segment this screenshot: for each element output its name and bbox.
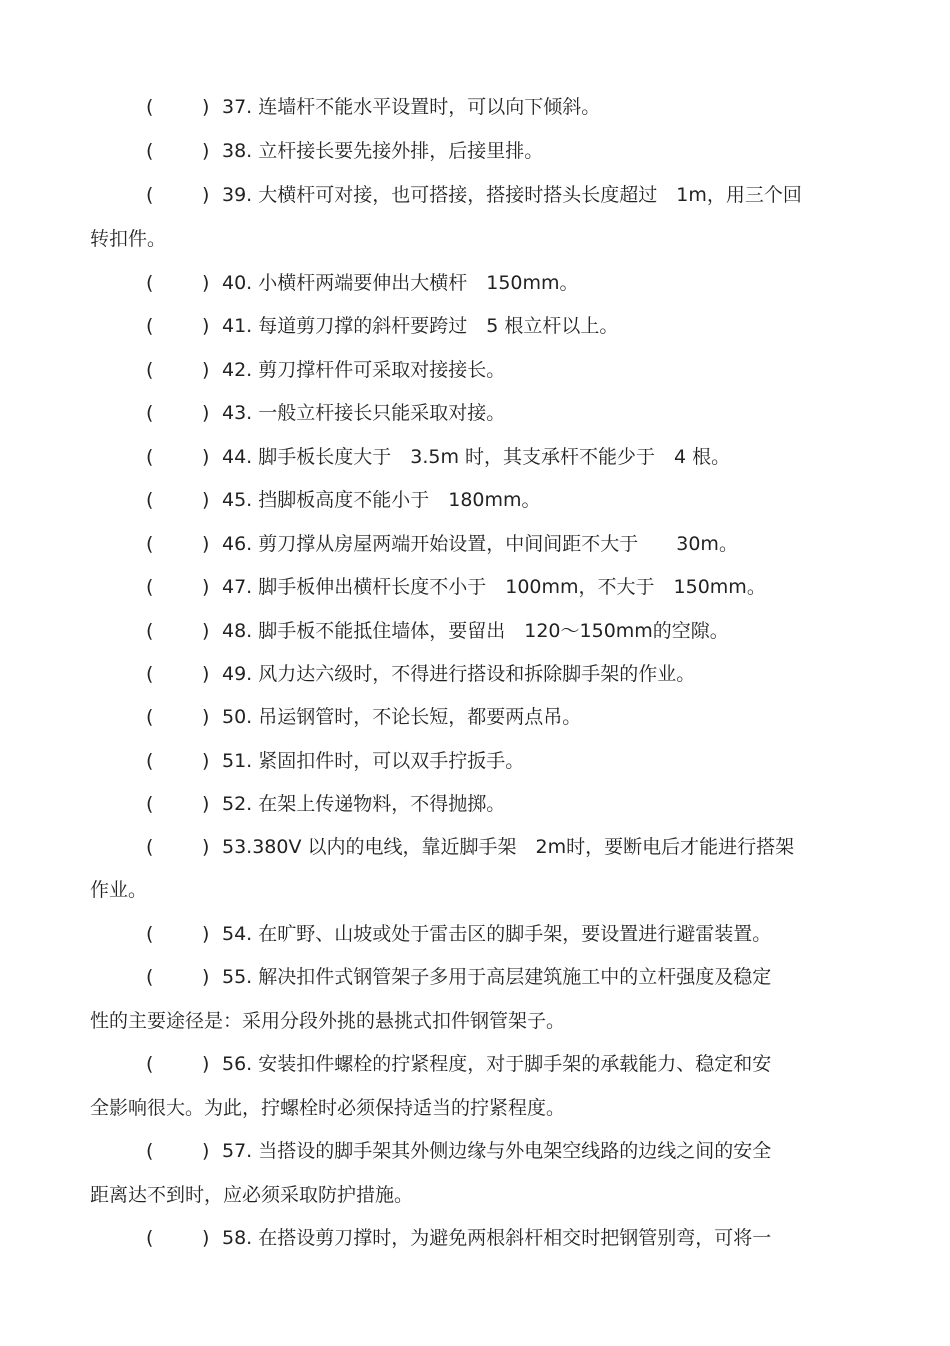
question-text: 40. 小横杆两端要伸出大横杆 150mm。 [222,272,579,294]
answer-paren-close: ) [202,923,210,945]
answer-paren-close: ) [202,359,210,381]
question-text: 43. 一般立杆接长只能采取对接。 [222,402,506,424]
question-text: 39. 大横杆可对接，也可搭接，搭接时搭头长度超过 1m，用三个回 [222,184,802,206]
answer-paren-close: ) [202,1053,210,1075]
answer-paren-close: ) [202,576,210,598]
answer-paren-open: ( [146,96,154,118]
question-continuation: 性的主要途径是：采用分段外挑的悬挑式扣件钢管架子。 [90,1010,566,1032]
question-text: 56. 安装扣件螺栓的拧紧程度，对于脚手架的承载能力、稳定和安 [222,1053,772,1075]
answer-paren-close: ) [202,184,210,206]
answer-paren-close: ) [202,1227,210,1249]
answer-paren-close: ) [202,663,210,685]
answer-paren-open: ( [146,489,154,511]
question-text: 38. 立杆接长要先接外排，后接里排。 [222,140,544,162]
question-text: 44. 脚手板长度大于 3.5m 时，其支承杆不能少于 4 根。 [222,446,731,468]
answer-paren-open: ( [146,620,154,642]
answer-paren-close: ) [202,315,210,337]
answer-paren-close: ) [202,533,210,555]
question-text: 55. 解决扣件式钢管架子多用于高层建筑施工中的立杆强度及稳定 [222,966,772,988]
question-text: 37. 连墙杆不能水平设置时，可以向下倾斜。 [222,96,601,118]
question-continuation: 全影响很大。为此，拧螺栓时必须保持适当的拧紧程度。 [90,1097,566,1119]
answer-paren-open: ( [146,533,154,555]
answer-paren-open: ( [146,923,154,945]
answer-paren-close: ) [202,836,210,858]
answer-paren-open: ( [146,663,154,685]
answer-paren-open: ( [146,315,154,337]
question-text: 54. 在旷野、山坡或处于雷击区的脚手架，要设置进行避雷装置。 [222,923,772,945]
answer-paren-close: ) [202,750,210,772]
answer-paren-open: ( [146,1053,154,1075]
question-text: 45. 挡脚板高度不能小于 180mm。 [222,489,541,511]
answer-paren-open: ( [146,1140,154,1162]
answer-paren-open: ( [146,446,154,468]
question-text: 48. 脚手板不能抵住墙体，要留出 120～150mm的空隙。 [222,620,729,642]
question-text: 58. 在搭设剪刀撑时，为避免两根斜杆相交时把钢管别弯，可将一 [222,1227,772,1249]
question-text: 50. 吊运钢管时，不论长短，都要两点吊。 [222,706,582,728]
answer-paren-open: ( [146,359,154,381]
answer-paren-open: ( [146,750,154,772]
question-continuation: 转扣件。 [90,228,167,250]
question-text: 42. 剪刀撑杆件可采取对接接长。 [222,359,506,381]
answer-paren-close: ) [202,272,210,294]
answer-paren-open: ( [146,140,154,162]
question-text: 52. 在架上传递物料，不得抛掷。 [222,793,506,815]
answer-paren-open: ( [146,793,154,815]
answer-paren-open: ( [146,836,154,858]
question-text: 46. 剪刀撑从房屋两端开始设置，中间间距不大于 30m。 [222,533,738,555]
answer-paren-open: ( [146,402,154,424]
question-text: 57. 当搭设的脚手架其外侧边缘与外电架空线路的边线之间的安全 [222,1140,772,1162]
answer-paren-open: ( [146,966,154,988]
question-text: 51. 紧固扣件时，可以双手拧扳手。 [222,750,525,772]
answer-paren-open: ( [146,272,154,294]
answer-paren-close: ) [202,706,210,728]
answer-paren-close: ) [202,620,210,642]
question-continuation: 作业。 [90,879,148,901]
answer-paren-open: ( [146,1227,154,1249]
question-continuation: 距离达不到时，应必须采取防护措施。 [90,1184,414,1206]
answer-paren-open: ( [146,184,154,206]
answer-paren-close: ) [202,96,210,118]
answer-paren-close: ) [202,402,210,424]
answer-paren-close: ) [202,489,210,511]
answer-paren-close: ) [202,966,210,988]
answer-paren-open: ( [146,706,154,728]
answer-paren-close: ) [202,446,210,468]
question-text: 41. 每道剪刀撑的斜杆要跨过 5 根立杆以上。 [222,315,619,337]
question-text: 53.380V 以内的电线，靠近脚手架 2m时，要断电后才能进行搭架 [222,836,795,858]
answer-paren-close: ) [202,793,210,815]
answer-paren-close: ) [202,1140,210,1162]
question-text: 47. 脚手板伸出横杆长度不小于 100mm，不大于 150mm。 [222,576,766,598]
answer-paren-close: ) [202,140,210,162]
answer-paren-open: ( [146,576,154,598]
question-text: 49. 风力达六级时，不得进行搭设和拆除脚手架的作业。 [222,663,696,685]
